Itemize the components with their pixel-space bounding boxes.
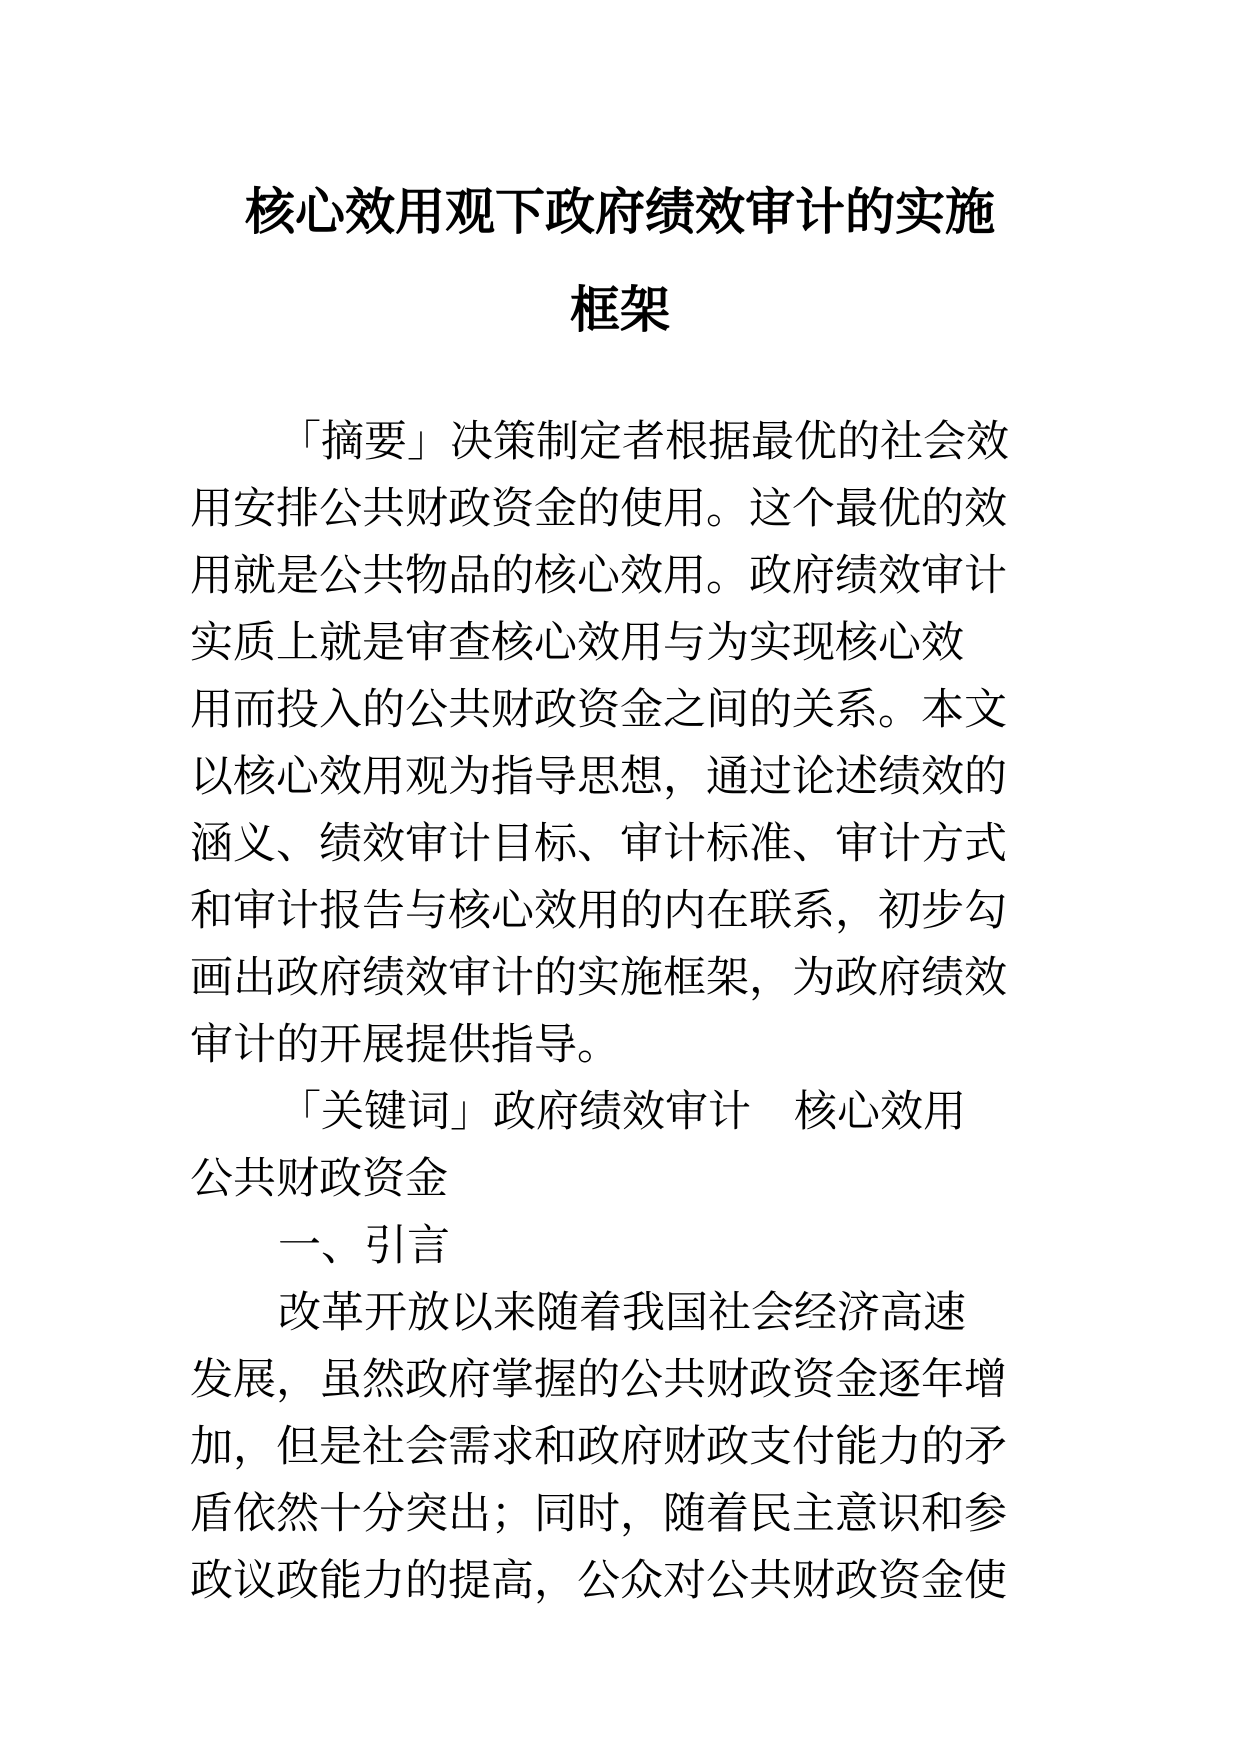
text-line: 加，但是社会需求和政府财政支付能力的矛 (190, 1422, 1007, 1472)
text-line: 改革开放以来随着我国社会经济高速 (278, 1288, 966, 1338)
text-line: 审计的开展提供指导。 (190, 1020, 620, 1070)
document-title-line-1: 核心效用观下政府绩效审计的实施 (245, 183, 995, 241)
text-line: 画出政府绩效审计的实施框架，为政府绩效 (190, 953, 1007, 1003)
document-title-line-2: 框架 (570, 281, 670, 339)
text-line: 政议政能力的提高，公众对公共财政资金使 (190, 1556, 1007, 1606)
text-line: 和审计报告与核心效用的内在联系，初步勾 (190, 886, 1007, 936)
text-line: 「关键词」政府绩效审计 核心效用 (278, 1087, 966, 1137)
text-line: 用就是公共物品的核心效用。政府绩效审计 (190, 551, 1007, 601)
text-line: 用安排公共财政资金的使用。这个最优的效 (190, 484, 1007, 534)
text-line: 公共财政资金 (190, 1154, 448, 1204)
text-line: 一、引言 (278, 1221, 450, 1271)
text-line: 发展，虽然政府掌握的公共财政资金逐年增 (190, 1355, 1007, 1405)
text-line: 实质上就是审查核心效用与为实现核心效 (190, 618, 964, 668)
document-body (190, 409, 1070, 1615)
text-line: 盾依然十分突出；同时，随着民主意识和参 (190, 1489, 1007, 1539)
text-line: 用而投入的公共财政资金之间的关系。本文 (190, 685, 1007, 735)
text-line: 「摘要」决策制定者根据最优的社会效 (278, 417, 1009, 467)
text-line: 涵义、绩效审计目标、审计标准、审计方式 (190, 819, 1007, 869)
text-line: 以核心效用观为指导思想，通过论述绩效的 (190, 752, 1007, 802)
